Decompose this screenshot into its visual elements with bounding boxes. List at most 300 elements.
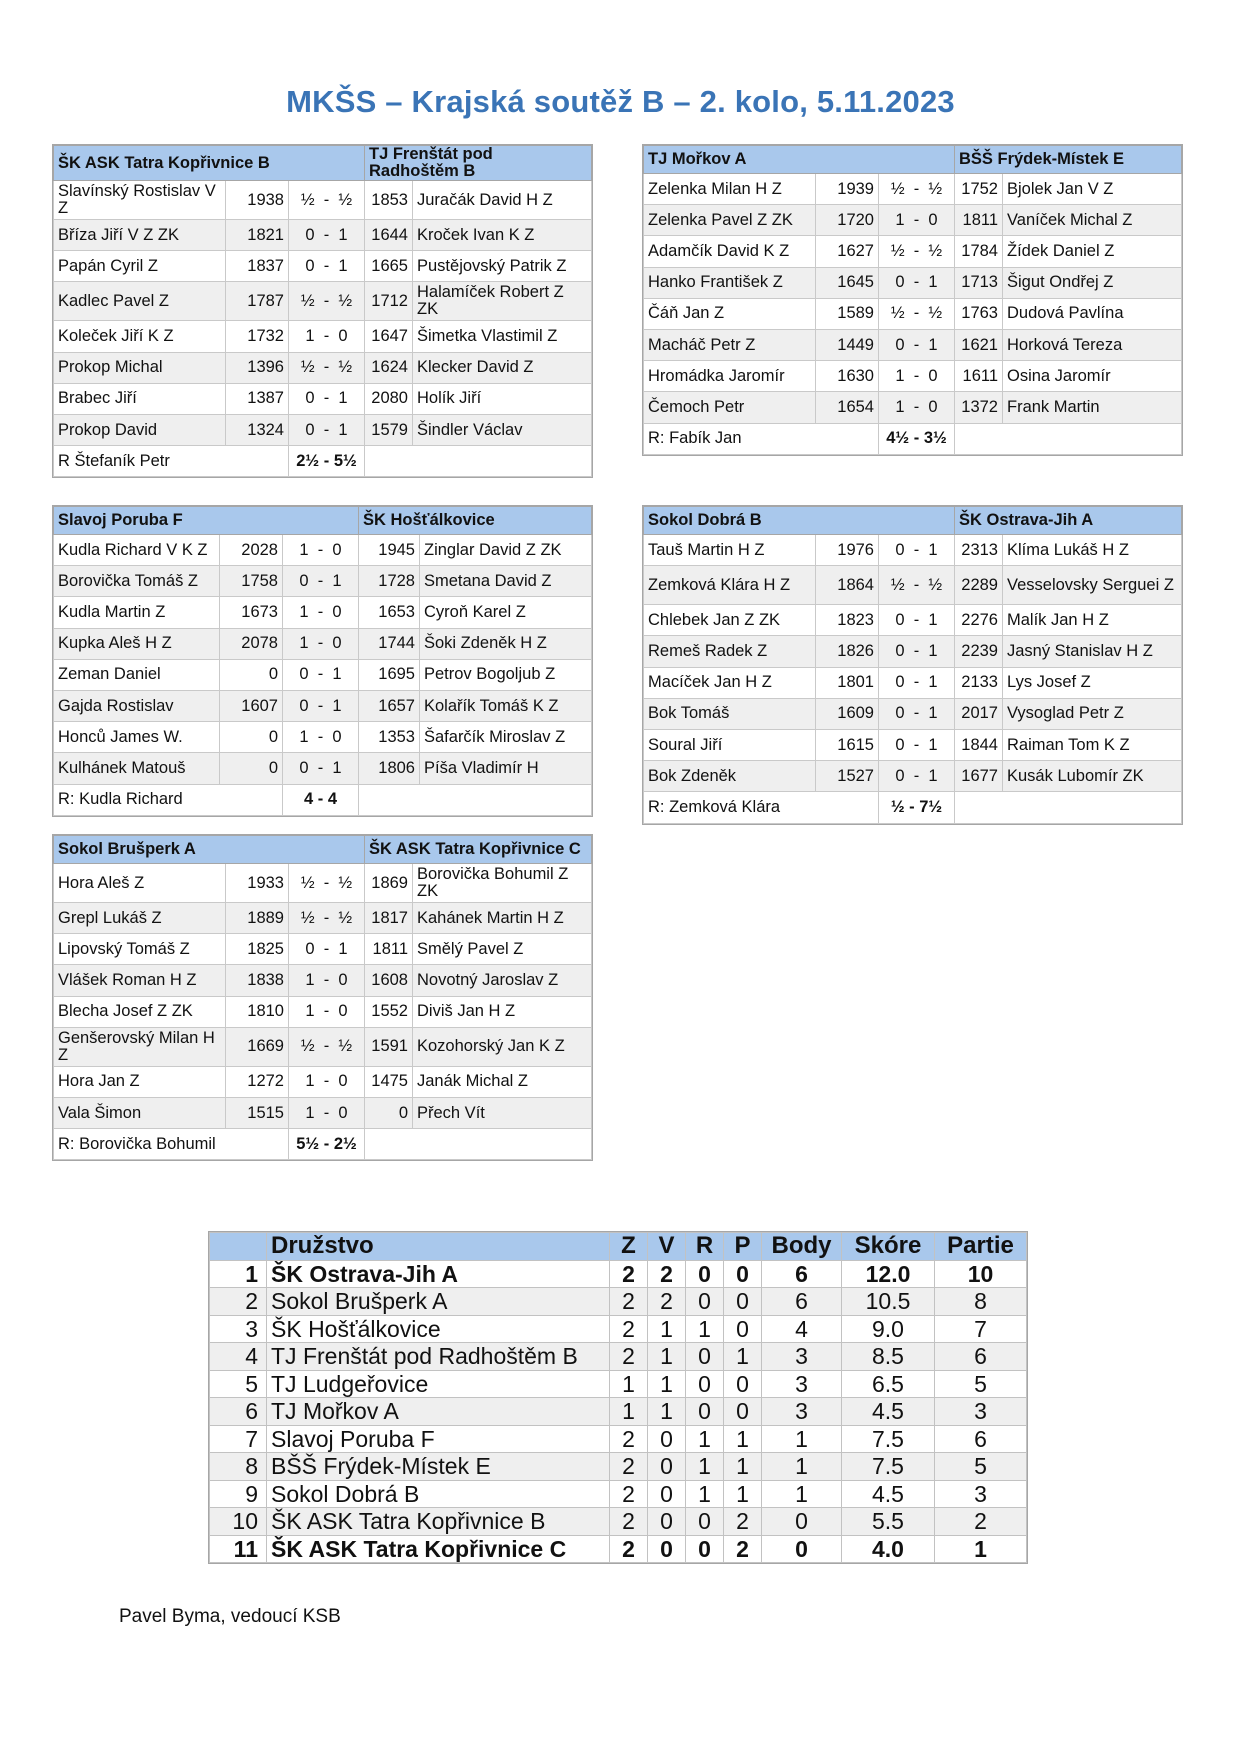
score-separator: - — [308, 696, 333, 715]
match-table — [53, 145, 592, 477]
away-player: Halamíček Robert Z ZK — [413, 282, 592, 321]
home-player: Bok Zdeněk — [644, 761, 816, 792]
home-player: Kadlec Pavel Z — [54, 282, 226, 321]
board-result — [879, 298, 955, 329]
home-rating: 0 — [220, 659, 283, 690]
home-score: ½ — [890, 575, 905, 594]
away-rating: 2313 — [955, 535, 1003, 566]
games-cell: 7 — [935, 1315, 1027, 1343]
away-rating: 1695 — [359, 659, 420, 690]
away-player: Dudová Pavlína — [1003, 298, 1182, 329]
home-player: Hanko František Z — [644, 267, 816, 298]
standings-row — [210, 1535, 1027, 1563]
team-cell: ŠK Ostrava-Jih A — [267, 1260, 610, 1288]
home-rating: 1864 — [816, 566, 879, 605]
board-result — [289, 282, 365, 321]
points-cell: 1 — [762, 1480, 842, 1508]
away-rating: 1552 — [365, 996, 413, 1027]
home-rating: 0 — [220, 753, 283, 784]
match-result: 4½ - 3½ — [879, 423, 955, 454]
team-cell: TJ Frenštát pod Radhoštěm B — [267, 1343, 610, 1371]
board-row — [54, 1097, 592, 1128]
away-score: 0 — [332, 727, 342, 746]
away-player: Kozohorský Jan K Z — [413, 1027, 592, 1066]
home-score: ½ — [890, 304, 905, 323]
column-header: Body — [762, 1233, 842, 1261]
home-rating: 1669 — [226, 1027, 289, 1066]
away-rating: 1624 — [365, 352, 413, 383]
points-cell: 1 — [762, 1425, 842, 1453]
draws-cell: 1 — [686, 1480, 724, 1508]
score-separator: - — [904, 673, 929, 692]
score-cell: 8.5 — [842, 1343, 935, 1371]
board-result — [283, 628, 359, 659]
score-separator: - — [308, 665, 333, 684]
column-header — [210, 1233, 267, 1261]
footer-empty — [955, 792, 1182, 823]
home-score: 0 — [305, 420, 315, 439]
board-result — [289, 1066, 365, 1097]
away-rating: 1744 — [359, 628, 420, 659]
standings-row — [210, 1425, 1027, 1453]
away-player: Kusák Lubomír ZK — [1003, 761, 1182, 792]
wins-cell: 0 — [648, 1480, 686, 1508]
home-score: 1 — [895, 210, 905, 229]
away-player: Jasný Stanislav H Z — [1003, 636, 1182, 667]
board-result — [289, 181, 365, 220]
draws-cell: 0 — [686, 1343, 724, 1371]
away-score: 1 — [338, 939, 348, 958]
games-cell: 1 — [935, 1535, 1027, 1563]
losses-cell: 1 — [724, 1453, 762, 1481]
score-separator: - — [904, 540, 929, 559]
rank-cell: 7 — [210, 1425, 267, 1453]
score-separator: - — [314, 908, 339, 927]
match-footer — [54, 784, 592, 815]
board-row — [644, 361, 1182, 392]
away-player: Vysoglad Petr Z — [1003, 698, 1182, 729]
away-player: Šoki Zdeněk H Z — [420, 628, 592, 659]
home-player: Zelenka Pavel Z ZK — [644, 205, 816, 236]
away-rating: 2133 — [955, 667, 1003, 698]
away-rating: 1591 — [365, 1027, 413, 1066]
away-score: 1 — [928, 610, 938, 629]
team-cell: Sokol Dobrá B — [267, 1480, 610, 1508]
board-result — [289, 352, 365, 383]
score-separator: - — [904, 735, 929, 754]
home-rating: 1837 — [226, 251, 289, 282]
away-rating: 1763 — [955, 298, 1003, 329]
losses-cell: 1 — [724, 1425, 762, 1453]
away-score: ½ — [338, 190, 353, 209]
standings-row — [210, 1398, 1027, 1426]
home-rating: 1396 — [226, 352, 289, 383]
column-header: Z — [610, 1233, 648, 1261]
score-separator: - — [904, 366, 929, 385]
away-player: Kroček Ivan K Z — [413, 220, 592, 251]
away-score: 1 — [928, 540, 938, 559]
away-player: Šigut Ondřej Z — [1003, 267, 1182, 298]
away-rating: 1372 — [955, 392, 1003, 423]
score-separator: - — [904, 335, 929, 354]
home-score: 1 — [305, 970, 315, 989]
score-separator: - — [308, 540, 333, 559]
board-result — [879, 392, 955, 423]
away-score: 1 — [928, 673, 938, 692]
away-player: Přech Vít — [413, 1097, 592, 1128]
column-header: R — [686, 1233, 724, 1261]
board-result — [879, 729, 955, 760]
points-cell: 6 — [762, 1288, 842, 1316]
home-player: Zeman Daniel — [54, 659, 220, 690]
column-header: Skóre — [842, 1233, 935, 1261]
board-result — [289, 965, 365, 996]
away-rating: 1728 — [359, 566, 420, 597]
away-team-name: ŠK Hošťálkovice — [359, 507, 592, 535]
board-row — [54, 690, 592, 721]
score-separator: - — [314, 291, 339, 310]
home-rating: 1976 — [816, 535, 879, 566]
board-row — [54, 383, 592, 414]
away-score: ½ — [928, 304, 943, 323]
team-cell: BŠŠ Frýdek-Místek E — [267, 1453, 610, 1481]
home-score: ½ — [890, 241, 905, 260]
home-score: 0 — [305, 389, 315, 408]
board-row — [644, 298, 1182, 329]
score-separator: - — [904, 210, 929, 229]
played-cell: 2 — [610, 1288, 648, 1316]
home-rating: 1615 — [816, 729, 879, 760]
home-score: 0 — [895, 704, 905, 723]
away-player: Bjolek Jan V Z — [1003, 174, 1182, 205]
rank-cell: 11 — [210, 1535, 267, 1563]
board-row — [644, 535, 1182, 566]
home-player: Bříza Jiří V Z ZK — [54, 220, 226, 251]
home-player: Čáň Jan Z — [644, 298, 816, 329]
home-rating: 1387 — [226, 383, 289, 414]
away-player: Klíma Lukáš H Z — [1003, 535, 1182, 566]
footer-empty — [955, 423, 1182, 454]
home-rating: 1609 — [816, 698, 879, 729]
away-score: 0 — [338, 970, 348, 989]
wins-cell: 2 — [648, 1260, 686, 1288]
away-player: Vaníček Michal Z — [1003, 205, 1182, 236]
score-separator: - — [904, 641, 929, 660]
away-player: Šimetka Vlastimil Z — [413, 321, 592, 352]
rank-cell: 8 — [210, 1453, 267, 1481]
score-cell: 9.0 — [842, 1315, 935, 1343]
board-result — [289, 1097, 365, 1128]
away-score: ½ — [338, 358, 353, 377]
home-score: 1 — [305, 1103, 315, 1122]
away-player: Kolařík Tomáš K Z — [420, 690, 592, 721]
board-row — [644, 667, 1182, 698]
match-table — [53, 506, 592, 816]
score-cell: 7.5 — [842, 1453, 935, 1481]
home-score: 1 — [305, 1072, 315, 1091]
home-rating: 1787 — [226, 282, 289, 321]
away-rating: 1677 — [955, 761, 1003, 792]
score-separator: - — [904, 179, 929, 198]
home-player: Čemoch Petr — [644, 392, 816, 423]
away-player: Lys Josef Z — [1003, 667, 1182, 698]
points-cell: 3 — [762, 1370, 842, 1398]
rank-cell: 2 — [210, 1288, 267, 1316]
away-player: Diviš Jan H Z — [413, 996, 592, 1027]
home-score: 0 — [895, 673, 905, 692]
standings-row — [210, 1480, 1027, 1508]
match-footer — [644, 423, 1182, 454]
away-score: 1 — [332, 665, 342, 684]
board-row — [644, 267, 1182, 298]
played-cell: 1 — [610, 1370, 648, 1398]
wins-cell: 2 — [648, 1288, 686, 1316]
board-result — [289, 996, 365, 1027]
games-cell: 3 — [935, 1480, 1027, 1508]
board-row — [54, 352, 592, 383]
away-rating: 1784 — [955, 236, 1003, 267]
board-result — [879, 605, 955, 636]
away-player: Smělý Pavel Z — [413, 934, 592, 965]
away-rating: 1853 — [365, 181, 413, 220]
games-cell: 5 — [935, 1370, 1027, 1398]
away-rating: 1945 — [359, 535, 420, 566]
points-cell: 6 — [762, 1260, 842, 1288]
rank-cell: 1 — [210, 1260, 267, 1288]
home-rating: 1673 — [220, 597, 283, 628]
match-result: ½ - 7½ — [879, 792, 955, 823]
footer-empty — [359, 784, 592, 815]
home-player: Honců James W. — [54, 722, 220, 753]
home-rating: 1889 — [226, 903, 289, 934]
away-score: 0 — [338, 1002, 348, 1021]
home-rating: 1720 — [816, 205, 879, 236]
score-separator: - — [314, 970, 339, 989]
home-score: 1 — [305, 1002, 315, 1021]
column-header: V — [648, 1233, 686, 1261]
standings-row — [210, 1370, 1027, 1398]
home-rating: 2078 — [220, 628, 283, 659]
home-score: 1 — [299, 602, 309, 621]
points-cell: 4 — [762, 1315, 842, 1343]
board-row — [54, 220, 592, 251]
board-row — [644, 392, 1182, 423]
away-rating: 1844 — [955, 729, 1003, 760]
footer-empty — [365, 446, 592, 477]
home-player: Macíček Jan H Z — [644, 667, 816, 698]
home-rating: 1826 — [816, 636, 879, 667]
board-result — [879, 329, 955, 360]
away-player: Malík Jan H Z — [1003, 605, 1182, 636]
losses-cell: 2 — [724, 1535, 762, 1563]
games-cell: 2 — [935, 1508, 1027, 1536]
score-cell: 4.5 — [842, 1480, 935, 1508]
home-rating: 1527 — [816, 761, 879, 792]
home-score: ½ — [300, 1037, 315, 1056]
rank-cell: 6 — [210, 1398, 267, 1426]
away-rating: 1752 — [955, 174, 1003, 205]
draws-cell: 0 — [686, 1260, 724, 1288]
standings-header — [210, 1233, 1027, 1261]
away-player: Smetana David Z — [420, 566, 592, 597]
standings-row — [210, 1508, 1027, 1536]
home-score: 0 — [305, 256, 315, 275]
board-result — [289, 251, 365, 282]
home-player: Kulhánek Matouš — [54, 753, 220, 784]
home-rating: 1938 — [226, 181, 289, 220]
points-cell: 0 — [762, 1535, 842, 1563]
played-cell: 2 — [610, 1343, 648, 1371]
board-result — [879, 698, 955, 729]
home-score: 1 — [895, 366, 905, 385]
losses-cell: 1 — [724, 1343, 762, 1371]
home-score: 1 — [299, 727, 309, 746]
score-separator: - — [904, 610, 929, 629]
home-player: Papán Cyril Z — [54, 251, 226, 282]
away-score: 1 — [928, 273, 938, 292]
score-separator: - — [314, 389, 339, 408]
away-player: Petrov Bogoljub Z — [420, 659, 592, 690]
board-row — [54, 1066, 592, 1097]
signature: Pavel Byma, vedoucí KSB — [119, 1606, 341, 1627]
away-player: Šafarčík Miroslav Z — [420, 722, 592, 753]
away-score: 0 — [928, 397, 938, 416]
board-row — [644, 205, 1182, 236]
points-cell: 3 — [762, 1343, 842, 1371]
home-score: 0 — [299, 571, 309, 590]
board-row — [54, 996, 592, 1027]
away-score: 1 — [338, 225, 348, 244]
games-cell: 6 — [935, 1343, 1027, 1371]
board-row — [54, 282, 592, 321]
away-score: 0 — [928, 366, 938, 385]
away-rating: 1657 — [359, 690, 420, 721]
score-separator: - — [308, 758, 333, 777]
standings-row — [210, 1260, 1027, 1288]
home-rating: 1801 — [816, 667, 879, 698]
losses-cell: 0 — [724, 1370, 762, 1398]
away-player: Klecker David Z — [413, 352, 592, 383]
home-player: Kudla Richard V K Z — [54, 535, 220, 566]
away-player: Žídek Daniel Z — [1003, 236, 1182, 267]
score-cell: 12.0 — [842, 1260, 935, 1288]
board-result — [289, 383, 365, 414]
away-rating: 1665 — [365, 251, 413, 282]
home-rating: 1825 — [226, 934, 289, 965]
board-result — [283, 690, 359, 721]
home-score: 0 — [895, 335, 905, 354]
column-header: P — [724, 1233, 762, 1261]
home-rating: 1823 — [816, 605, 879, 636]
home-player: Zelenka Milan H Z — [644, 174, 816, 205]
draws-cell: 1 — [686, 1315, 724, 1343]
score-separator: - — [314, 1072, 339, 1091]
rank-cell: 3 — [210, 1315, 267, 1343]
score-separator: - — [904, 397, 929, 416]
away-score: 0 — [338, 326, 348, 345]
referee: R: Zemková Klára — [644, 792, 879, 823]
team-cell: TJ Mořkov A — [267, 1398, 610, 1426]
match-header — [54, 146, 592, 181]
away-score: ½ — [928, 241, 943, 260]
board-row — [54, 965, 592, 996]
match-header — [644, 507, 1182, 535]
board-result — [289, 1027, 365, 1066]
home-score: ½ — [300, 873, 315, 892]
match-result: 5½ - 2½ — [289, 1129, 365, 1160]
played-cell: 2 — [610, 1260, 648, 1288]
away-score: 1 — [928, 735, 938, 754]
away-score: 1 — [338, 389, 348, 408]
home-player: Bok Tomáš — [644, 698, 816, 729]
board-result — [283, 722, 359, 753]
games-cell: 6 — [935, 1425, 1027, 1453]
played-cell: 2 — [610, 1480, 648, 1508]
match-result: 2½ - 5½ — [289, 446, 365, 477]
board-result — [289, 934, 365, 965]
home-player: Soural Jiří — [644, 729, 816, 760]
match-header — [54, 836, 592, 864]
played-cell: 2 — [610, 1315, 648, 1343]
away-team-name: ŠK Ostrava-Jih A — [955, 507, 1182, 535]
home-rating: 1645 — [816, 267, 879, 298]
away-score: 0 — [332, 602, 342, 621]
home-score: ½ — [300, 358, 315, 377]
home-player: Lipovský Tomáš Z — [54, 934, 226, 965]
home-score: 0 — [895, 735, 905, 754]
match-header — [54, 507, 592, 535]
board-result — [879, 361, 955, 392]
away-score: 1 — [928, 335, 938, 354]
away-rating: 1712 — [365, 282, 413, 321]
played-cell: 1 — [610, 1398, 648, 1426]
away-player: Šindler Václav — [413, 414, 592, 445]
home-player: Vala Šimon — [54, 1097, 226, 1128]
home-rating: 1732 — [226, 321, 289, 352]
team-cell: ŠK ASK Tatra Kopřivnice B — [267, 1508, 610, 1536]
home-rating: 1607 — [220, 690, 283, 721]
board-result — [289, 414, 365, 445]
away-score: 0 — [332, 634, 342, 653]
board-result — [879, 174, 955, 205]
board-result — [283, 753, 359, 784]
referee: R: Fabík Jan — [644, 423, 879, 454]
away-score: ½ — [338, 1037, 353, 1056]
score-separator: - — [314, 256, 339, 275]
away-rating: 1611 — [955, 361, 1003, 392]
score-cell: 6.5 — [842, 1370, 935, 1398]
standings-table — [209, 1232, 1027, 1563]
away-team-name: BŠŠ Frýdek-Místek E — [955, 146, 1182, 174]
column-header: Družstvo — [267, 1233, 610, 1261]
score-separator: - — [308, 634, 333, 653]
board-row — [644, 566, 1182, 605]
board-row — [644, 729, 1182, 760]
board-row — [54, 903, 592, 934]
home-score: 0 — [299, 696, 309, 715]
home-player: Koleček Jiří K Z — [54, 321, 226, 352]
away-rating: 2017 — [955, 698, 1003, 729]
home-rating: 1810 — [226, 996, 289, 1027]
away-rating: 1608 — [365, 965, 413, 996]
board-row — [54, 251, 592, 282]
home-rating: 1589 — [816, 298, 879, 329]
away-player: Kahánek Martin H Z — [413, 903, 592, 934]
away-player: Zinglar David Z ZK — [420, 535, 592, 566]
board-row — [54, 321, 592, 352]
away-player: Osina Jaromír — [1003, 361, 1182, 392]
score-cell: 5.5 — [842, 1508, 935, 1536]
